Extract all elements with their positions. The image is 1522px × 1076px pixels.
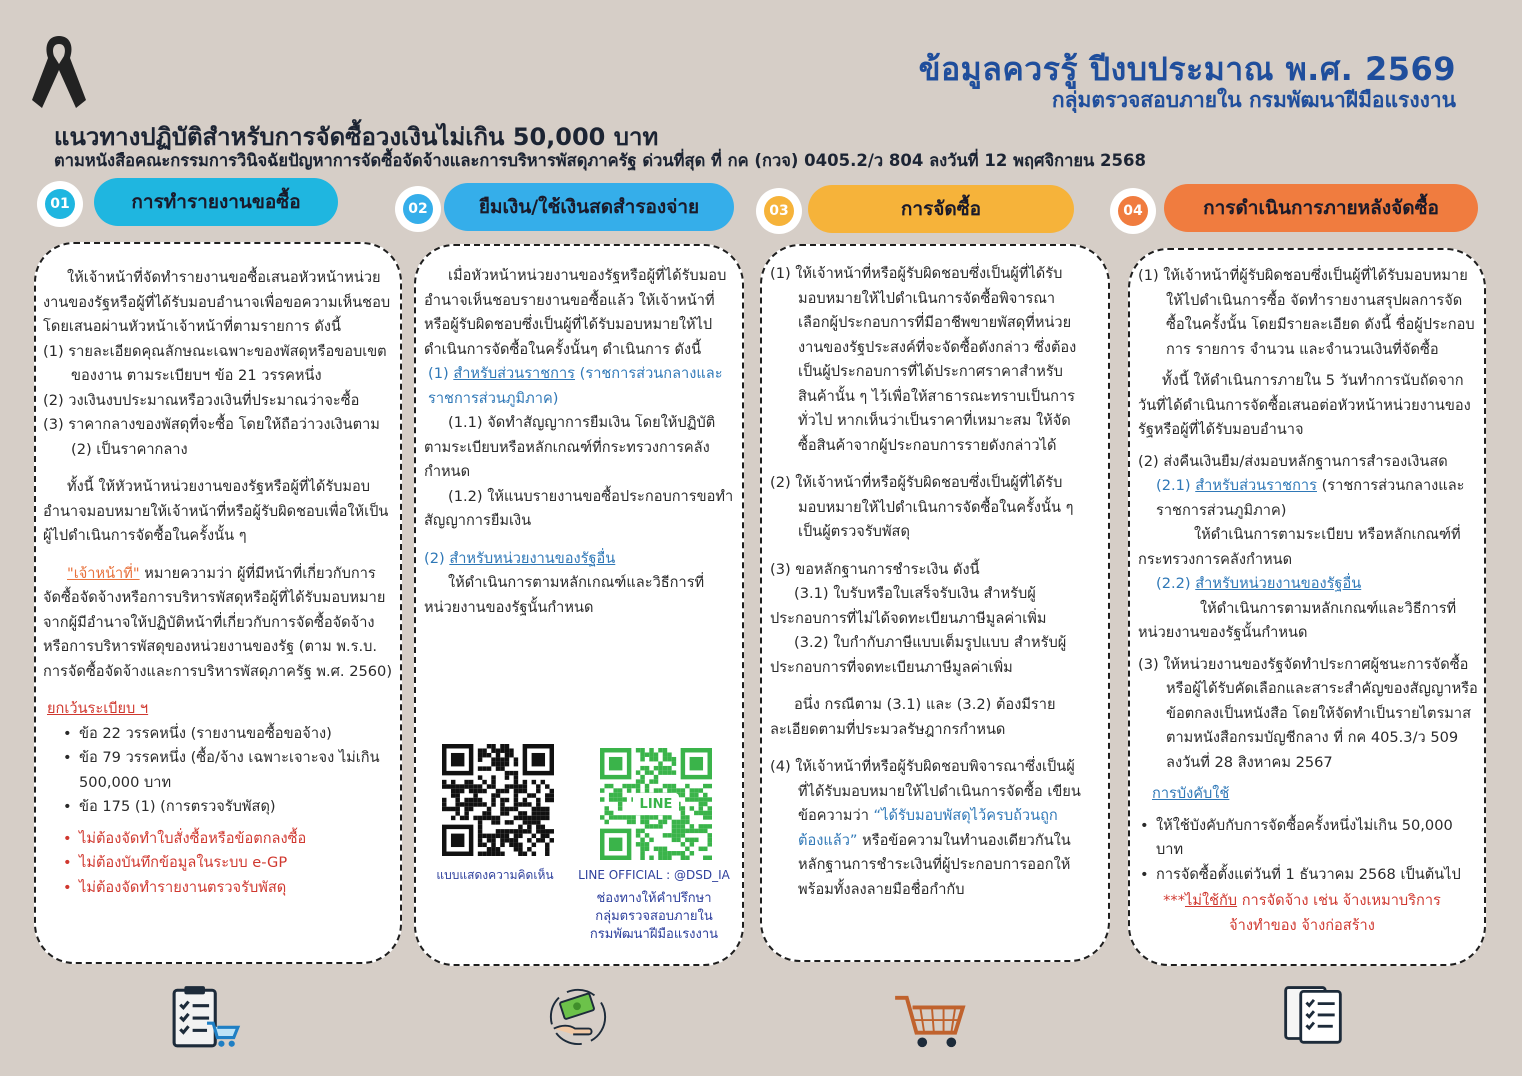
c3-item-3-2: (3.2) ใบกำกับภาษีแบบเต็มรูปแบบ สำหรับผู้ประกอบการที่จดทะเบียนภาษีมูลค่าเพิ่ม xyxy=(770,634,1067,676)
c4-note: ***ไม่ใช้กับ การจัดจ้าง เช่น จ้างเหมาบริการ จ้างทำของ จ้างก่อสร้าง xyxy=(1163,892,1441,934)
c4-item-2: (2) ส่งคืนเงินยืม/ส่งมอบหลักฐานการสำรองเงินสด xyxy=(1138,452,1448,470)
header-line-2: กลุ่มตรวจสอบภายใน กรมพัฒนาฝีมือแรงงาน xyxy=(1051,88,1456,112)
c1-def-text: หมายความว่า ผู้ที่มีหน้าที่เกี่ยวกับการจัดซื้อจัดจ้างหรือการบริหารพัสดุหรือผู้ที่ได้รับมอบหมายจากผู้มีอำนาจให้ปฏิบัติหน้าที่เกี่ยวกับการจัดซื้อจัดจ้างหรือการบริหารพัสดุของหน่วยงานของรัฐ (ตาม พ.ร.บ. การจัดซื้อจัดจ้างและการบริหารพัสดุภาครัฐ พ.ศ. 2560) xyxy=(43,564,393,680)
section-1-title: การทำรายงานขอซื้อ xyxy=(94,178,338,226)
c1-exception-title: ยกเว้นระเบียบ ฯ xyxy=(47,700,149,717)
c2-sub-1-2: (1.2) ให้แนบรายงานขอซื้อประกอบการขอทำสัญญาการยืมเงิน xyxy=(424,487,734,529)
card-4-content xyxy=(1138,264,1478,938)
line-qr[interactable] xyxy=(600,748,712,860)
c1-definition xyxy=(43,562,393,685)
c4-link-other-agency[interactable]: สำหรับหน่วยงานของรัฐอื่น xyxy=(1195,575,1362,592)
c4-item-1: (1) ให้เจ้าหน้าที่ผู้รับผิดชอบซึ่งเป็นผู้ที่ได้รับมอบหมายให้ไปดำเนินการซื้อ จัดทำรายงานสรุปผลการจัดซื้อในครั้งนั้น โดยมีรายละเอียด ดังนี้ ชื่อผู้ประกอบการ รายการ จำนวน และจำนวนเงินที่จัดซื้อ xyxy=(1138,267,1475,358)
c4-item-2-1-text: ให้ดำเนินการตามระเบียบ หรือหลักเกณฑ์ที่กระทรวงการคลังกำหนด xyxy=(1138,526,1461,568)
c3-item-3: (3) ขอหลักฐานการชำระเงิน ดังนี้ xyxy=(770,560,980,578)
c1-item-1: (1) รายละเอียดคุณลักษณะเฉพาะของพัสดุหรือขอบเขตของงาน ตามระเบียบฯ ข้อ 21 วรรคหนึ่ง xyxy=(43,342,387,384)
contact-line-3: กรมพัฒนาฝีมือแรงงาน xyxy=(589,927,719,942)
c3-item-4: (4) ให้เจ้าหน้าที่หรือผู้รับผิดชอบพิจารณาซึ่งเป็นผู้ที่ได้รับมอบหมายให้ไปดำเนินการจัดซื้อ เขียนข้อความว่า “ได้รับมอบพัสดุไว้ครบถ้วนถูกต้องแล้ว” หรือข้อความในทำนองเดียวกันในหลักฐานการชำระเงินที่ผู้ประกอบการออกให้ พร้อมทั้งลงลายมือชื่อกำกับ xyxy=(770,758,1081,898)
section-4-title: การดำเนินการภายหลังจัดซื้อ xyxy=(1164,184,1478,232)
c1-intro: ให้เจ้าหน้าที่จัดทำรายงานขอซื้อเสนอหัวหน้าหน่วยงานของรัฐหรือผู้ที่ได้รับมอบอำนาจเพื่อขอความเห็นชอบ โดยเสนอผ่านหัวหน้าเจ้าหน้าที่ตามรายการ ดังนี้ xyxy=(43,269,391,335)
section-2-title: ยืมเงิน/ใช้เงินสดสำรองจ่าย xyxy=(444,183,734,231)
c4-link-government[interactable]: สำหรับส่วนราชการ xyxy=(1195,477,1317,494)
c2-link-other-agency[interactable]: สำหรับหน่วยงานของรัฐอื่น xyxy=(449,549,616,567)
page-subtitle: ตามหนังสือคณะกรรมการวินิจฉัยปัญหาการจัดซื้อจัดจ้างและการบริหารพัสดุภาครัฐ ด่วนที่สุด ที่ กค (กวจ) 0405.2/ว 804 ลงวันที่ 12 พฤศจิกายน 2568 xyxy=(54,151,1146,170)
section-2-number: 02 xyxy=(395,186,441,232)
section-1-number: 01 xyxy=(37,181,83,227)
c1-item-3: (3) ราคากลางของพัสดุที่จะซื้อ โดยให้ถือว่าวงเงินตาม (2) เป็นราคากลาง xyxy=(43,416,380,458)
c2-sub-2-text: ให้ดำเนินการตามหลักเกณฑ์และวิธีการที่หน่วยงานของรัฐนั้นกำหนด xyxy=(424,574,705,616)
section-4-number: 04 xyxy=(1110,188,1156,234)
document-check-icon xyxy=(1280,982,1346,1046)
c3-item-3-note: อนึ่ง กรณีตาม (3.1) และ (3.2) ต้องมีรายละเอียดตามที่ประมวลรัษฎากรกำหนด xyxy=(770,696,1056,738)
c1-exception-1: • ข้อ 22 วรรคหนึ่ง (รายงานขอซื้อขอจ้าง) xyxy=(43,722,393,747)
c1-def-term: "เจ้าหน้าที่" xyxy=(67,564,140,582)
c2-sub-1: (1) สำหรับส่วนราชการ (ราชการส่วนกลางและราชการส่วนภูมิภาค) xyxy=(428,365,723,407)
c1-rule-2: • ไม่ต้องบันทึกข้อมูลในระบบ e-GP xyxy=(43,851,393,876)
c4-enforcement-2: • การจัดซื้อตั้งแต่วันที่ 1 ธันวาคม 2568 เป็นต้นไป xyxy=(1138,863,1478,888)
c2-link-government[interactable]: สำหรับส่วนราชการ xyxy=(453,365,576,382)
c2-intro: เมื่อหัวหน้าหน่วยงานของรัฐหรือผู้ที่ได้รับมอบอำนาจเห็นชอบรายงานขอซื้อแล้ว ให้เจ้าหน้าที่หรือผู้รับผิดชอบซึ่งเป็นผู้ที่ได้รับมอบหมายให้ไปดำเนินการจัดซื้อในครั้งนั้นๆ ดำเนินการ ดังนี้ xyxy=(424,267,727,358)
qr2-caption: LINE OFFICIAL : @DSD_IA xyxy=(578,868,730,882)
qr-code-icon[interactable] xyxy=(442,744,554,856)
card-3-content xyxy=(770,262,1082,902)
ribbon-icon xyxy=(28,30,90,110)
c2-sub-1-1: (1.1) จัดทำสัญญาการยืมเงิน โดยให้ปฏิบัติตามระเบียบหรือหลักเกณฑ์ที่กระทรวงการคลังกำหนด xyxy=(424,414,716,480)
header-line-1: ข้อมูลควรรู้ ปีงบประมาณ พ.ศ. 2569 xyxy=(918,50,1456,88)
c4-para-1: ทั้งนี้ ให้ดำเนินการภายใน 5 วันทำการนับถัดจากวันที่ได้ดำเนินการจัดซื้อเสนอต่อหัวหน้าหน่วยงานของรัฐหรือผู้ที่ได้รับมอบอำนาจ xyxy=(1138,372,1471,438)
checklist-cart-icon xyxy=(170,984,242,1050)
page-title: แนวทางปฏิบัติสำหรับการจัดซื้อวงเงินไม่เกิน 50,000 บาท xyxy=(54,123,659,151)
c1-rule-3: • ไม่ต้องจัดทำรายงานตรวจรับพัสดุ xyxy=(43,876,393,901)
c4-item-2-2-text: ให้ดำเนินการตามหลักเกณฑ์และวิธีการที่หน่วยงานของรัฐนั้นกำหนด xyxy=(1138,599,1457,641)
c4-item-3: (3) ให้หน่วยงานของรัฐจัดทำประกาศผู้ชนะการจัดซื้อหรือผู้ได้รับคัดเลือกและสาระสำคัญของสัญญาหรือข้อตกลงเป็นหนังสือ โดยให้จัดทำเป็นรายไตรมาสตามหนังสือกรมบัญชีกลาง ที่ กค 405.3/ว 509 ลงวันที่ 28 สิงหาคม 2567 xyxy=(1138,655,1478,771)
c4-enforcement-title: การบังคับใช้ xyxy=(1152,785,1230,802)
c1-exception-3: • ข้อ 175 (1) (การตรวจรับพัสดุ) xyxy=(43,795,393,820)
c1-item-2: (2) วงเงินงบประมาณหรือวงเงินที่ประมาณว่าจะซื้อ xyxy=(43,391,360,409)
c3-item-2: (2) ให้เจ้าหน้าที่หรือผู้รับผิดชอบซึ่งเป็นผู้ที่ได้รับมอบหมายให้ไปดำเนินการจัดซื้อในครั้งนั้น ๆ เป็นผู้ตรวจรับพัสดุ xyxy=(770,474,1074,540)
c4-item-2-1: (2.1) สำหรับส่วนราชการ (ราชการส่วนกลางและราชการส่วนภูมิภาค) xyxy=(1156,477,1465,519)
qr1-caption: แบบแสดงความคิดเห็น xyxy=(436,868,554,882)
c1-exception-2: • ข้อ 79 วรรคหนึ่ง (ซื้อ/จ้าง เฉพาะเจาะจง ไม่เกิน 500,000 บาท xyxy=(43,746,393,795)
c1-rule-1: • ไม่ต้องจัดทำใบสั่งซื้อหรือข้อตกลงซื้อ xyxy=(43,827,393,852)
section-3-number: 03 xyxy=(756,188,802,234)
c3-quote: “ได้รับมอบพัสดุไว้ครบถ้วนถูกต้องแล้ว” xyxy=(798,807,1058,849)
shopping-cart-icon xyxy=(884,990,976,1052)
contact-line-2: กลุ่มตรวจสอบภายใน xyxy=(595,909,713,924)
card-1-content xyxy=(43,266,393,900)
card-2-content xyxy=(424,264,736,620)
c1-para-2: ทั้งนี้ ให้หัวหน้าหน่วยงานของรัฐหรือผู้ที่ได้รับมอบอำนาจมอบหมายให้เจ้าหน้าที่หรือผู้รับผิดชอบเพื่อให้เป็นผู้ไปดำเนินการจัดซื้อในครั้งนั้น ๆ xyxy=(43,478,389,544)
c4-enforcement-1: • ให้ใช้บังคับกับการจัดซื้อครั้งหนึ่งไม่เกิน 50,000 บาท xyxy=(1138,814,1478,863)
c2-sub-2: (2) สำหรับหน่วยงานของรัฐอื่น xyxy=(424,549,616,567)
line-logo: LINE xyxy=(633,793,679,815)
section-3-title: การจัดซื้อ xyxy=(808,185,1074,233)
c3-item-3-1: (3.1) ใบรับหรือใบเสร็จรับเงิน สำหรับผู้ประกอบการที่ไม่ได้จดทะเบียนภาษีมูลค่าเพิ่ม xyxy=(770,585,1047,627)
contact-line-1: ช่องทางให้คำปรึกษา xyxy=(596,891,712,906)
money-hand-icon xyxy=(540,984,616,1046)
c4-item-2-2: (2.2) สำหรับหน่วยงานของรัฐอื่น xyxy=(1156,575,1362,592)
c3-item-1: (1) ให้เจ้าหน้าที่หรือผู้รับผิดชอบซึ่งเป็นผู้ที่ได้รับมอบหมายให้ไปดำเนินการจัดซื้อพิจารณาเลือกผู้ประกอบการที่มีอาชีพขายพัสดุที่หน่วยงานของรัฐประสงค์ที่จะจัดซื้อดังกล่าว ซึ่งต้องเป็นผู้ประกอบการที่ได้ประกาศราคาสำหรับสินค้านั้น ๆ ไว้เพื่อให้สาธารณะทราบเป็นการทั่วไป หากเห็นว่าเป็นราคาที่เหมาะสม ให้จัดซื้อสินค้าจากผู้ประกอบการรายดังกล่าวได้ xyxy=(770,265,1077,454)
